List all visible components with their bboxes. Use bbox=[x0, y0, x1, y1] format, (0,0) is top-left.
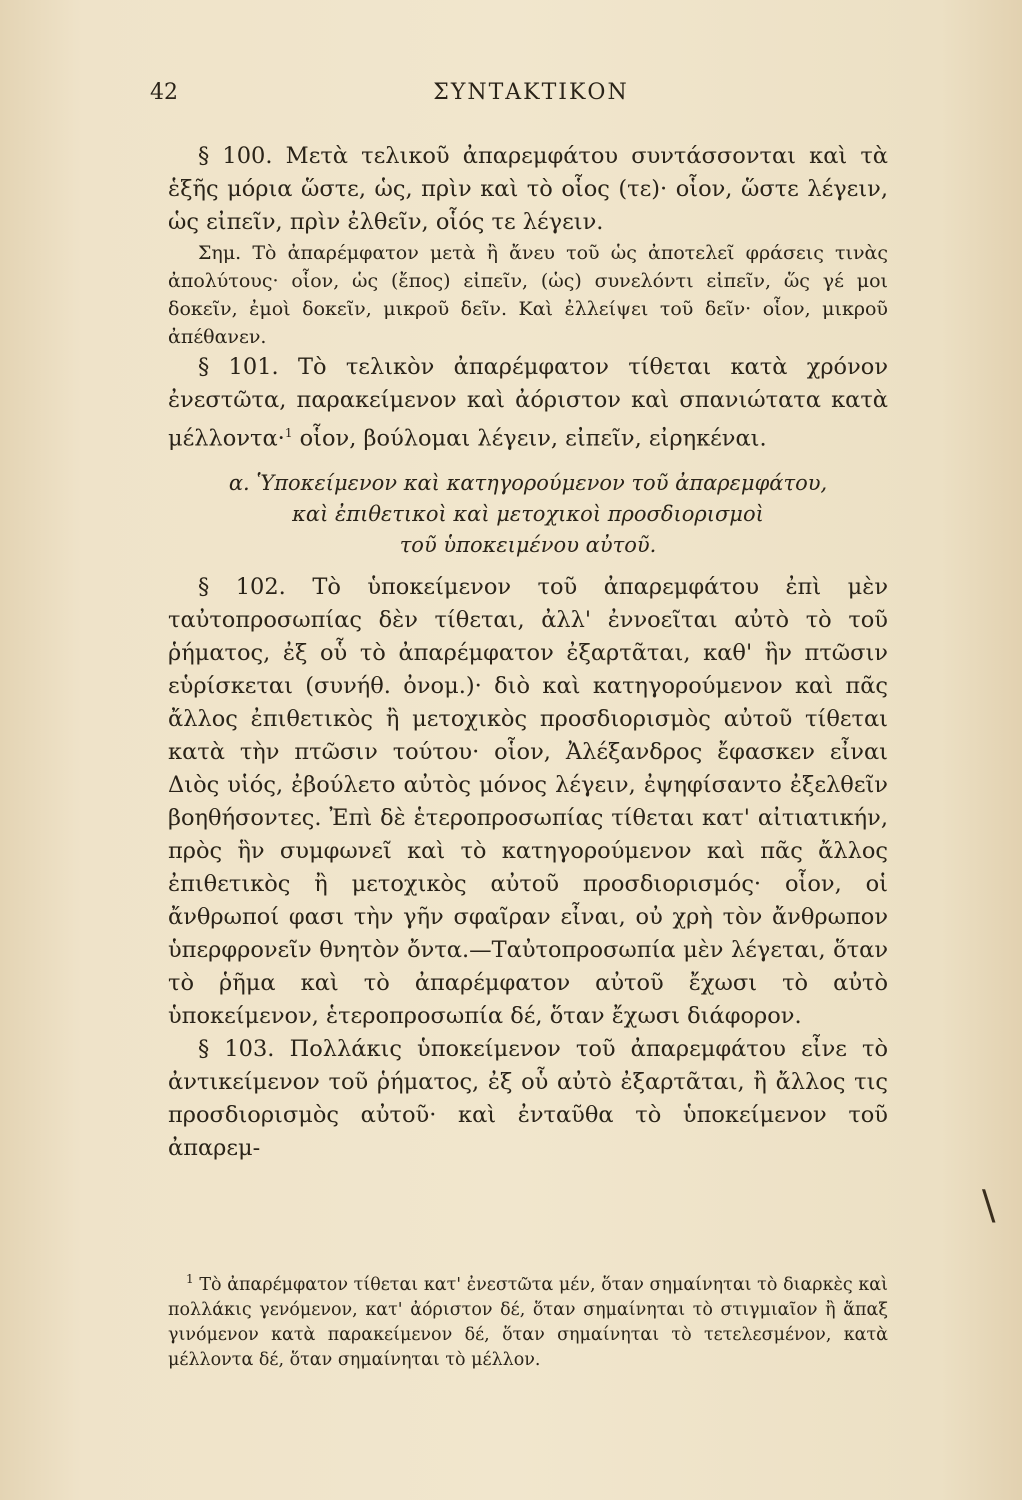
section-103-label: § 103. bbox=[198, 1035, 275, 1062]
note-label: Σημ. bbox=[198, 242, 242, 264]
section-102 bbox=[168, 571, 888, 1033]
heading-line-2: καὶ ἐπιθετικοὶ καὶ μετοχικοὶ προσδιορισμοὶ bbox=[292, 501, 764, 526]
page-body bbox=[168, 140, 888, 1165]
section-100-label: § 100. bbox=[198, 143, 273, 169]
footnote bbox=[168, 1267, 888, 1373]
section-100 bbox=[168, 140, 888, 239]
heading-line-3: τοῦ ὑποκειμένου αὐτοῦ. bbox=[399, 532, 657, 557]
note-text: Τὸ ἀπαρέμφατον μετὰ ἢ ἄνευ τοῦ ὡς ἀποτελεῖ φράσεις τινὰς ἀπολύτους· οἷον, ὡς (ἔπος) εἰπεῖν, (ὡς) συνελόντι εἰπεῖν, ὥς γέ μοι δοκεῖν, ἐμοὶ δοκεῖν, μικροῦ δεῖν. Καὶ ἐλλείψει τοῦ δεῖν· οἷον, μικροῦ ἀπέθανεν. bbox=[168, 242, 888, 348]
section-102-text: Τὸ ὑποκείμενον τοῦ ἀπαρεμφάτου ἐπὶ μὲν ταὐτοπροσωπίας δὲν τίθεται, ἀλλ' ἐννοεῖται αὐτὸ τὸ τοῦ ῥήματος, ἐξ οὗ τὸ ἀπαρέμφατον ἐξαρτᾶται, καθ' ἣν πτῶσιν εὑρίσκεται (συνήθ. ὀνομ.)· διὸ καὶ κατηγορούμενον καὶ πᾶς ἄλλος ἐπιθετικὸς ἢ μετοχικὸς προσδιορισμὸς αὐτοῦ τίθεται κατὰ τὴν πτῶσιν τούτου· οἷον, Ἀλέξανδρος ἔφασκεν εἶναι Διὸς υἱός, ἐβούλετο αὐτὸς μόνος λέγειν, ἐψηφίσαντο ἐξελθεῖν βοηθήσοντες. Ἐπὶ δὲ ἑτεροπροσωπίας τίθεται κατ' αἰτιατικήν, πρὸς ἣν συμφωνεῖ καὶ τὸ κατηγορούμενον καὶ πᾶς ἄλλος ἐπιθετικὸς ἢ μετοχικὸς αὐτοῦ προσδιορισμός· οἷον, οἱ ἄνθρωποί φασι τὴν γῆν σφαῖραν εἶναι, οὐ χρὴ τὸν ἄνθρωπον ὑπερφρονεῖν θνητὸν ὄντα.—Ταὐτοπροσωπία μὲν λέγεται, ὅταν τὸ ῥῆμα καὶ τὸ ἀπαρέμφατον αὐτοῦ ἔχωσι τὸ αὐτὸ ὑποκείμενον, ἑτεροπροσωπία δέ, ὅταν ἔχωσι διάφορον. bbox=[168, 573, 889, 1029]
section-101-text-after: οἷον, βούλομαι λέγειν, εἰπεῖν, εἰρηκέναι. bbox=[292, 425, 767, 452]
section-101-text: Τὸ τελικὸν ἀπαρέμφατον τίθεται κατὰ χρόνον ἐνεστῶτα, παρακείμενον καὶ ἀόριστον καὶ σπανιώτατα κατὰ μέλλοντα· bbox=[168, 354, 889, 452]
footnote-paragraph bbox=[168, 1267, 888, 1373]
footnote-text: Τὸ ἀπαρέμφατον τίθεται κατ' ἐνεστῶτα μέν, ὅταν σημαίνηται τὸ διαρκὲς καὶ πολλάκις γενόμενον, κατ' ἀόριστον δέ, ὅταν σημαίνηται τὸ στιγμιαῖον ἢ ἅπαξ γινόμενον κατὰ παρακείμενον δέ, ὅταν σημαίνηται τὸ τετελεσμένον, κατὰ μέλλοντα δέ, ὅταν σημαίνηται τὸ μέλλον. bbox=[168, 1274, 888, 1370]
section-102-label: § 102. bbox=[198, 573, 286, 600]
margin-mark: \ bbox=[982, 1183, 996, 1229]
heading-line-1: α. Ὑποκείμενον καὶ κατηγορούμενον τοῦ ἀπαρεμφάτου, bbox=[228, 470, 828, 495]
section-103 bbox=[168, 1033, 888, 1165]
footnote-mark: 1 bbox=[186, 1272, 194, 1286]
section-100-note bbox=[168, 239, 888, 351]
section-100-text: Μετὰ τελικοῦ ἀπαρεμφάτου συντάσσονται καὶ τὰ ἑξῆς μόρια ὥστε, ὡς, πρὶν καὶ τὸ οἷος (τε)· οἷον, ὥστε λέγειν, ὡς εἰπεῖν, πρὶν ἐλθεῖν, οἷός τε λέγειν. bbox=[168, 143, 888, 235]
subsection-heading bbox=[168, 468, 888, 561]
running-title: ΣΥΝΤΑΚΤΙΚΟΝ bbox=[433, 80, 629, 105]
section-101 bbox=[168, 351, 888, 456]
section-103-text: Πολλάκις ὑποκείμενον τοῦ ἀπαρεμφάτου εἶνε τὸ ἀντικείμενον τοῦ ῥήματος, ἐξ οὗ αὐτὸ ἐξαρτᾶται, ἢ ἄλλος τις προσδιορισμὸς αὐτοῦ· καὶ ἐνταῦθα τὸ ὑποκείμενον τοῦ ἀπαρεμ- bbox=[168, 1035, 888, 1161]
section-101-label: § 101. bbox=[198, 354, 279, 380]
footnote-ref[interactable]: 1 bbox=[284, 426, 293, 440]
page-header bbox=[150, 80, 912, 110]
page-number: 42 bbox=[150, 80, 178, 105]
